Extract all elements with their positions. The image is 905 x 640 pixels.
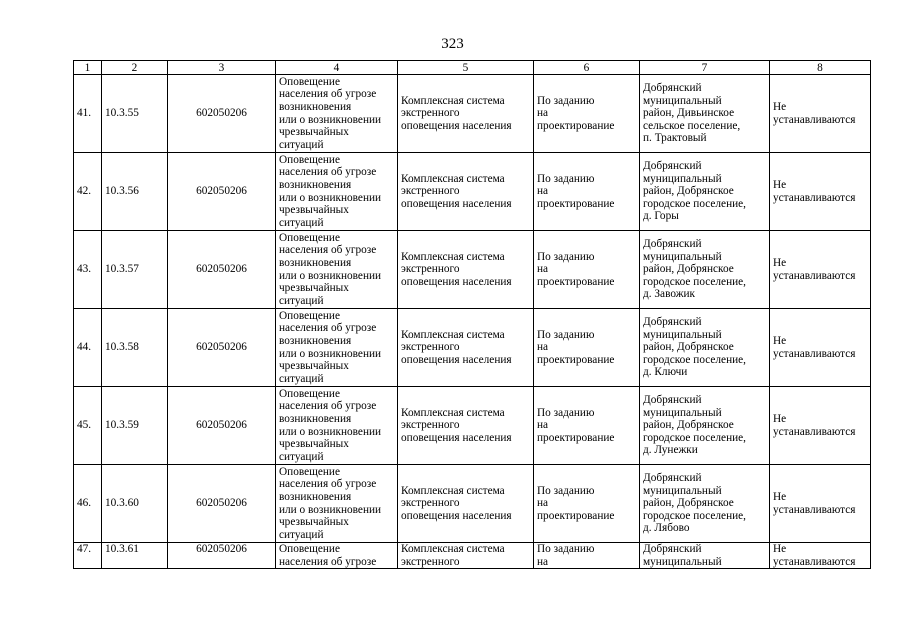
row-object-name-line: Оповещение [279, 153, 340, 166]
row-basis [534, 309, 640, 387]
row-code: 10.3.61 [102, 543, 168, 569]
table-row [74, 153, 871, 231]
row-object-name-line: возникновения [279, 490, 352, 503]
row-object-name-line: Оповещение [279, 231, 340, 244]
row-system [398, 231, 534, 309]
row-basis-line: проектирование [537, 197, 615, 210]
row-object-name-line: населения об угрозе [279, 244, 377, 257]
column-header: 6 [534, 61, 640, 75]
row-object-name-line: Оповещение [279, 543, 340, 555]
row-location-line: муниципальный [643, 484, 722, 497]
row-zone-line: Не [773, 334, 787, 347]
row-number: 43. [74, 231, 102, 309]
row-location-line: д. Завожик [643, 288, 696, 301]
row-zone-line: Не [773, 256, 787, 269]
row-basis [534, 465, 640, 543]
row-location [640, 153, 770, 231]
row-system-line: Комплексная система [401, 94, 505, 107]
row-location-line: муниципальный [643, 555, 722, 568]
column-header: 4 [276, 61, 398, 75]
row-basis [534, 387, 640, 465]
table-row [74, 75, 871, 153]
row-system-line: Комплексная система [401, 172, 505, 185]
row-location-line: район, Добрянское [643, 341, 734, 354]
row-location-line: район, Добрянское [643, 419, 734, 432]
row-zone [770, 543, 871, 569]
row-zone-line: Не [773, 178, 787, 191]
row-object-name-line: или о возникновении [279, 347, 382, 360]
row-system-line: экстренного [401, 263, 460, 276]
row-object-name-line: населения об угрозе [279, 166, 377, 179]
row-object-name-line: населения об угрозе [279, 400, 377, 413]
row-oktmo: 602050206 [168, 75, 276, 153]
row-system [398, 543, 534, 569]
row-location [640, 465, 770, 543]
row-location-line: район, Добрянское [643, 497, 734, 510]
row-system-line: Комплексная система [401, 406, 505, 419]
row-object-name [276, 75, 398, 153]
row-system-line: Комплексная система [401, 484, 505, 497]
row-location-line: д. Лябово [643, 522, 690, 535]
registry-table [73, 60, 871, 569]
row-system-line: экстренного [401, 107, 460, 120]
row-system-line: экстренного [401, 555, 460, 568]
row-object-name-line: ситуаций [279, 450, 324, 463]
row-zone-line: устанавливаются [773, 555, 856, 568]
row-object-name-line: Оповещение [279, 75, 340, 88]
row-oktmo: 602050206 [168, 309, 276, 387]
row-object-name-line: или о возникновении [279, 269, 382, 282]
row-location-line: муниципальный [643, 328, 722, 341]
header-row [74, 61, 871, 75]
table-row [74, 387, 871, 465]
row-object-name [276, 309, 398, 387]
row-zone-line: устанавливаются [773, 347, 856, 360]
row-oktmo: 602050206 [168, 231, 276, 309]
row-code: 10.3.59 [102, 387, 168, 465]
row-location [640, 75, 770, 153]
row-basis [534, 153, 640, 231]
row-object-name-line: ситуаций [279, 216, 324, 229]
row-system-line: оповещения населения [401, 431, 512, 444]
page-number: 323 [441, 36, 464, 52]
row-number: 44. [74, 309, 102, 387]
row-location-line: Добрянский [643, 82, 702, 95]
row-zone-line: устанавливаются [773, 191, 856, 204]
row-zone-line: устанавливаются [773, 113, 856, 126]
row-system [398, 75, 534, 153]
row-object-name-line: или о возникновении [279, 425, 382, 438]
row-system-line: экстренного [401, 419, 460, 432]
row-basis-line: на [537, 107, 549, 120]
row-location-line: муниципальный [643, 406, 722, 419]
row-basis-line: проектирование [537, 509, 615, 522]
row-object-name-line: ситуаций [279, 294, 324, 307]
row-number: 46. [74, 465, 102, 543]
row-location-line: муниципальный [643, 172, 722, 185]
row-basis [534, 231, 640, 309]
row-location [640, 231, 770, 309]
row-number: 47. [74, 543, 102, 569]
row-location [640, 387, 770, 465]
row-code: 10.3.58 [102, 309, 168, 387]
row-location-line: Добрянский [643, 316, 702, 329]
row-location-line: район, Добрянское [643, 263, 734, 276]
row-basis-line: По заданию [537, 94, 595, 107]
row-object-name [276, 543, 398, 569]
table-row [74, 465, 871, 543]
row-location-line: городское поселение, [643, 509, 746, 522]
row-object-name-line: или о возникновении [279, 503, 382, 516]
row-basis-line: По заданию [537, 543, 595, 555]
row-basis-line: проектирование [537, 353, 615, 366]
row-oktmo: 602050206 [168, 387, 276, 465]
row-object-name [276, 465, 398, 543]
row-location-line: Добрянский [643, 160, 702, 173]
row-location-line: муниципальный [643, 250, 722, 263]
row-object-name-line: Оповещение [279, 387, 340, 400]
row-zone-line: Не [773, 412, 787, 425]
row-system [398, 387, 534, 465]
row-system-line: экстренного [401, 497, 460, 510]
row-oktmo: 602050206 [168, 465, 276, 543]
row-code: 10.3.60 [102, 465, 168, 543]
row-location-line: д. Лунежки [643, 444, 698, 457]
row-system-line: оповещения населения [401, 353, 512, 366]
row-location-line: городское поселение, [643, 197, 746, 210]
row-number: 41. [74, 75, 102, 153]
row-location [640, 543, 770, 569]
row-basis-line: По заданию [537, 250, 595, 263]
row-system-line: оповещения населения [401, 197, 512, 210]
row-object-name-line: населения об угрозе [279, 88, 377, 101]
row-zone [770, 309, 871, 387]
row-system-line: экстренного [401, 341, 460, 354]
row-zone [770, 465, 871, 543]
row-zone-line: устанавливаются [773, 269, 856, 282]
row-basis-line: проектирование [537, 119, 615, 132]
row-basis-line: По заданию [537, 406, 595, 419]
row-zone-line: устанавливаются [773, 425, 856, 438]
row-location-line: д. Ключи [643, 366, 688, 379]
row-system-line: оповещения населения [401, 119, 512, 132]
row-object-name-line: ситуаций [279, 528, 324, 541]
row-system [398, 153, 534, 231]
row-zone-line: Не [773, 490, 787, 503]
row-basis-line: По заданию [537, 172, 595, 185]
row-system-line: оповещения населения [401, 275, 512, 288]
row-location-line: Добрянский [643, 472, 702, 485]
row-object-name-line: или о возникновении [279, 113, 382, 126]
row-basis [534, 543, 640, 569]
row-object-name-line: возникновения [279, 256, 352, 269]
row-basis-line: проектирование [537, 431, 615, 444]
row-basis-line: По заданию [537, 484, 595, 497]
column-header: 2 [102, 61, 168, 75]
row-location-line: Добрянский [643, 394, 702, 407]
row-basis-line: на [537, 341, 549, 354]
row-location-line: Добрянский [643, 543, 702, 555]
row-object-name-line: ситуаций [279, 372, 324, 385]
row-location-line: п. Трактовый [643, 132, 707, 145]
row-object-name-line: или о возникновении [279, 191, 382, 204]
row-system-line: оповещения населения [401, 509, 512, 522]
row-object-name [276, 387, 398, 465]
row-basis-line: на [537, 419, 549, 432]
row-object-name-line: возникновения [279, 100, 352, 113]
row-object-name-line: чрезвычайных [279, 282, 349, 295]
row-object-name-line: населения об угрозе [279, 322, 377, 335]
row-object-name-line: чрезвычайных [279, 360, 349, 373]
row-zone [770, 153, 871, 231]
column-header: 3 [168, 61, 276, 75]
row-object-name-line: чрезвычайных [279, 438, 349, 451]
row-location-line: городское поселение, [643, 431, 746, 444]
column-header: 7 [640, 61, 770, 75]
row-system-line: Комплексная система [401, 250, 505, 263]
row-location-line: сельское поселение, [643, 119, 741, 132]
row-system-line: Комплексная система [401, 328, 505, 341]
row-basis-line: на [537, 185, 549, 198]
row-object-name-line: чрезвычайных [279, 126, 349, 139]
row-object-name [276, 231, 398, 309]
table-row [74, 231, 871, 309]
row-basis-line: проектирование [537, 275, 615, 288]
row-code: 10.3.55 [102, 75, 168, 153]
row-code: 10.3.57 [102, 231, 168, 309]
row-location-line: Добрянский [643, 238, 702, 251]
row-object-name-line: чрезвычайных [279, 204, 349, 217]
row-zone [770, 231, 871, 309]
row-system [398, 309, 534, 387]
row-location-line: район, Добрянское [643, 185, 734, 198]
table-body [74, 75, 871, 569]
row-basis-line: По заданию [537, 328, 595, 341]
row-number: 45. [74, 387, 102, 465]
row-location-line: район, Дивьинское [643, 107, 735, 120]
row-location [640, 309, 770, 387]
row-basis-line: на [537, 497, 549, 510]
row-zone-line: Не [773, 100, 787, 113]
row-object-name-line: возникновения [279, 412, 352, 425]
row-object-name [276, 153, 398, 231]
row-code: 10.3.56 [102, 153, 168, 231]
row-oktmo: 602050206 [168, 543, 276, 569]
row-location-line: городское поселение, [643, 353, 746, 366]
row-object-name-line: Оповещение [279, 309, 340, 322]
row-zone-line: устанавливаются [773, 503, 856, 516]
row-basis [534, 75, 640, 153]
row-zone [770, 387, 871, 465]
row-zone [770, 75, 871, 153]
row-object-name-line: чрезвычайных [279, 516, 349, 529]
column-header: 5 [398, 61, 534, 75]
row-object-name-line: Оповещение [279, 465, 340, 478]
table-row [74, 543, 871, 569]
row-object-name-line: населения об угрозе [279, 478, 377, 491]
table-row [74, 309, 871, 387]
row-system [398, 465, 534, 543]
row-system-line: Комплексная система [401, 543, 505, 555]
row-zone-line: Не [773, 543, 787, 555]
row-oktmo: 602050206 [168, 153, 276, 231]
row-basis-line: на [537, 263, 549, 276]
row-object-name-line: ситуаций [279, 138, 324, 151]
row-object-name-line: возникновения [279, 178, 352, 191]
row-object-name-line: населения об угрозе [279, 555, 377, 568]
row-location-line: муниципальный [643, 94, 722, 107]
row-basis-line: на [537, 555, 549, 568]
row-number: 42. [74, 153, 102, 231]
row-location-line: д. Горы [643, 210, 679, 223]
column-header: 1 [74, 61, 102, 75]
column-header: 8 [770, 61, 871, 75]
row-system-line: экстренного [401, 185, 460, 198]
row-location-line: городское поселение, [643, 275, 746, 288]
row-object-name-line: возникновения [279, 334, 352, 347]
